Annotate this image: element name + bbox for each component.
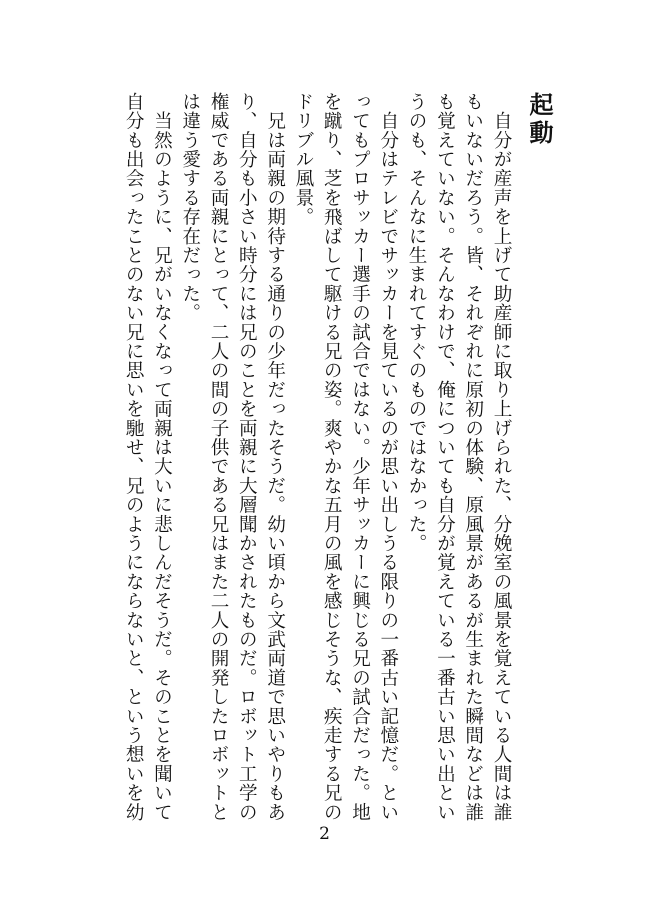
text-line: を蹴り、芝を飛ばして駆ける兄の姿。爽やかな五月の風を感じそうな、疾走する兄の [321,92,343,822]
vertical-text-block [119,92,557,822]
text-line: うのも、そんなに生まれてすぐのものではなかった。 [406,92,428,553]
text-line: 自分はテレビでサッカーを見ているのが思い出しうる限りの一番古い記憶だ。とい [377,92,399,822]
text-line: ってもプロサッカー選手の試合ではない。少年サッカーに興じる兄の試合だった。地 [349,92,371,822]
text-line: 当然のように、兄がいなくなって両親は大いに悲しんだそうだ。そのことを聞いて [151,92,173,822]
text-line: り、自分も小さい時分には兄のことを両親に大層聞かされたものだ。ロボット工学の [236,92,258,822]
chapter-title: 起動 [525,92,553,148]
text-line: は違う愛する存在だった。 [179,92,201,323]
text-line: 権威である両親にとって、二人の間の子供である兄はまた二人の開発したロボットと [208,92,230,822]
text-line: 兄は両親の期待する通りの少年だったそうだ。幼い頃から文武両道で思いやりもあ [264,92,286,822]
text-line: 自分が産声を上げて助産師に取り上げられた、分娩室の風景を覚えている人間は誰 [491,92,512,822]
text-line: もいないだろう。皆、それぞれに原初の体験、原風景があるが生まれた瞬間などは誰 [462,92,484,822]
text-line: も覚えていない。そんなわけで、俺についても自分が覚えている一番古い思い出とい [434,92,456,822]
page-number: 2 [319,824,330,844]
text-line: ドリブル風景。 [292,92,314,227]
text-line: 自分も出会ったことのない兄に思いを馳せ、兄のようにならないと、という想いを幼 [123,92,145,822]
